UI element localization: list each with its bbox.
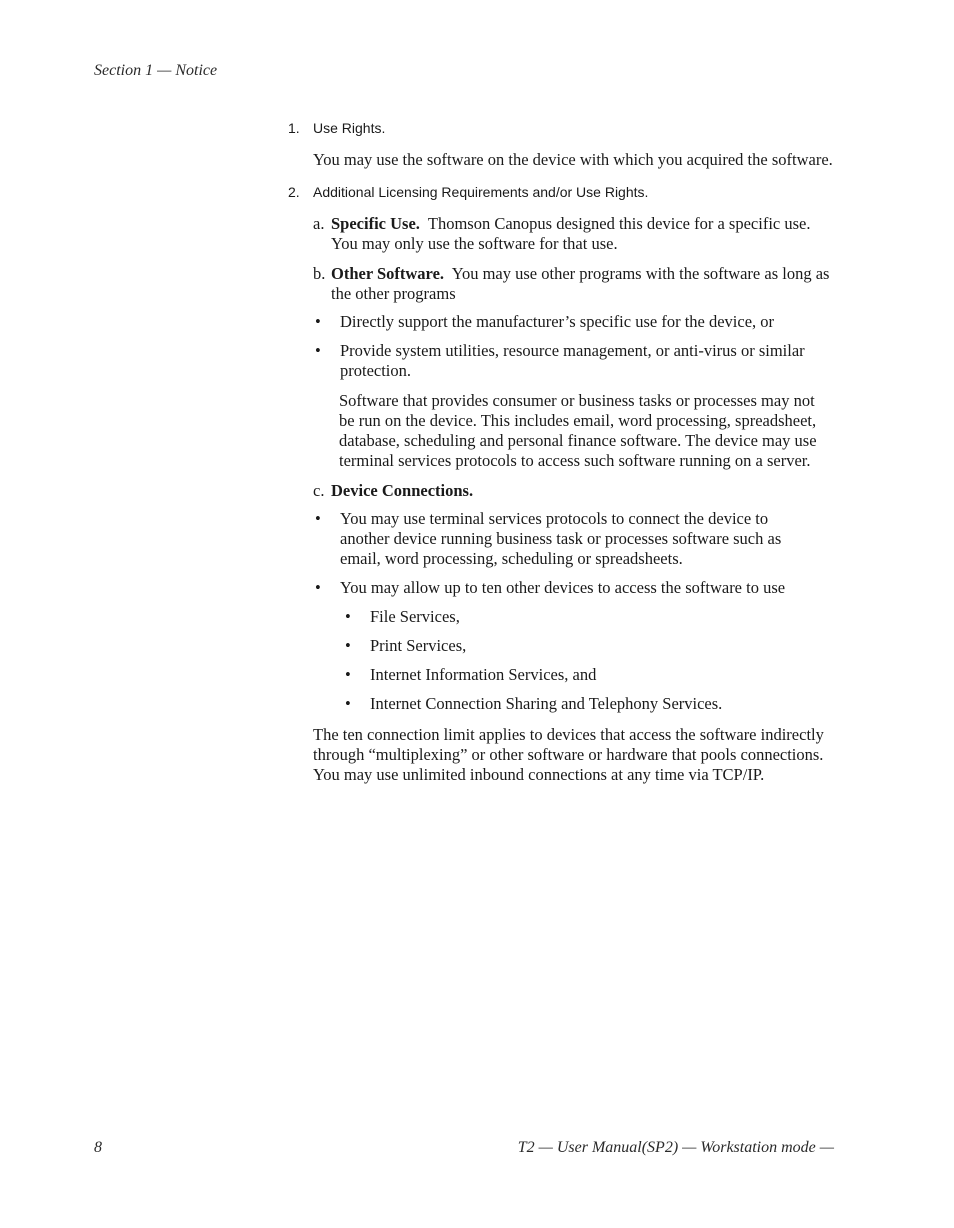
list-item: • Provide system utilities, resource management, or anti-virus or similar protection.	[315, 341, 805, 380]
bullet-icon: •	[345, 607, 351, 626]
subsection-text: Thomson Canopus designed this device for a specific use. You may only use the software for that use.	[331, 214, 811, 253]
list-item-nested: • File Services,	[345, 607, 460, 626]
subsection-b-paragraph: Software that provides consumer or business tasks or processes may not be run on the device. This includes email, word processing, spreadsheet, database, scheduling and personal finance software. The device may use terminal services protocols to access such software running on a server.	[339, 391, 817, 470]
item-title: Use Rights.	[313, 120, 386, 136]
bullet-icon: •	[315, 578, 321, 597]
subsection-title: Device Connections.	[331, 481, 474, 500]
page-number: 8	[94, 1139, 102, 1156]
list-item-nested: • Internet Connection Sharing and Telephony Services.	[345, 694, 723, 713]
list-item: • Directly support the manufacturer’s specific use for the device, or	[315, 312, 775, 331]
running-header: Section 1 — Notice	[94, 62, 218, 79]
document-body	[288, 118, 848, 785]
bullet-icon: •	[315, 312, 321, 331]
item-number: 2.	[288, 184, 300, 200]
subsection-letter: b.	[313, 264, 326, 283]
bullet-icon: •	[315, 341, 321, 360]
subsection-c	[313, 481, 831, 501]
bullet-icon: •	[345, 665, 351, 684]
list-item: • You may allow up to ten other devices to access the software to use	[315, 578, 786, 597]
subsection-c-paragraph: The ten connection limit applies to devices that access the software indirectly through “multiplexing” or other software or hardware that pools connections. You may use unlimited inbound connections at any time via TCP/IP.	[313, 725, 824, 784]
subsection-b	[313, 264, 831, 304]
bullet-icon: •	[345, 636, 351, 655]
item-1-heading	[288, 118, 848, 138]
subsection-text: You may use other programs with the software as long as the other programs	[331, 264, 830, 303]
subsection-title: Other Software.	[331, 264, 445, 283]
subsection-a	[313, 214, 831, 254]
item-1-body: You may use the software on the device with which you acquired the software.	[313, 150, 833, 169]
bullet-icon: •	[345, 694, 351, 713]
subsection-letter: a.	[313, 214, 325, 233]
subsection-title: Specific Use.	[331, 214, 420, 233]
list-item: • You may use terminal services protocols to connect the device to another device running business task or processes software such as email, word processing, scheduling or spreadsheets.	[315, 509, 782, 568]
running-footer: T2 — User Manual(SP2) — Workstation mode —	[517, 1139, 834, 1156]
subsection-letter: c.	[313, 481, 325, 500]
list-item-nested: • Internet Information Services, and	[345, 665, 597, 684]
bullet-icon: •	[315, 509, 321, 528]
item-2-heading	[288, 182, 848, 202]
list-item-nested: • Print Services,	[345, 636, 467, 655]
item-number: 1.	[288, 120, 300, 136]
item-title: Additional Licensing Requirements and/or Use Rights.	[313, 184, 649, 200]
